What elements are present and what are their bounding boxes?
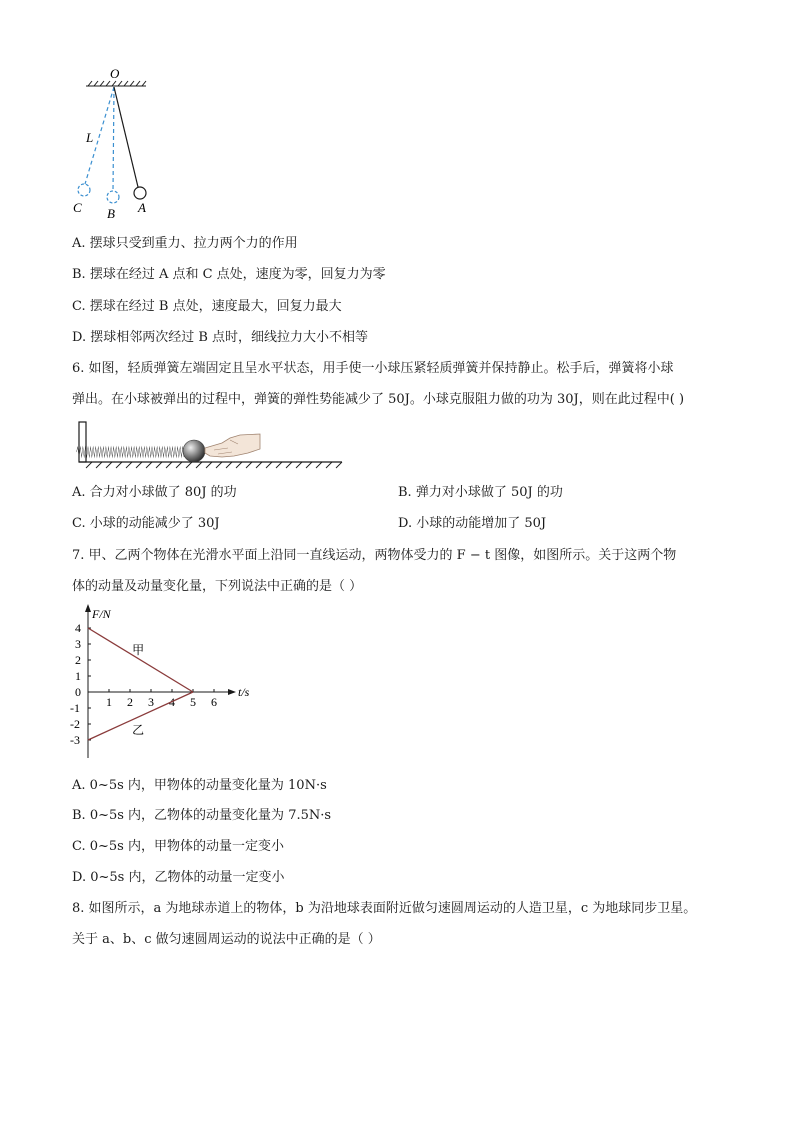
q6-stem-line1: 6. 如图，轻质弹簧左端固定且呈水平状态，用手使一小球压紧轻质弹簧并保持静止。松手后，弹簧将小球 [72,361,674,376]
wall [79,422,86,462]
q7-option-c: C. 0~5s 内，甲物体的动量一定变小 [72,839,284,854]
q7-stem-line2: 体的动量及动量变化量，下列说法中正确的是（ ） [72,579,363,594]
q7-option-d: D. 0~5s 内，乙物体的动量一定变小 [72,870,285,885]
q6-option-a: A. 合力对小球做了 80J 的功 [72,485,237,500]
series-line-1 [88,628,193,692]
spring-figure [72,418,344,470]
label-c: C [73,200,82,215]
x-tick-label: 5 [190,695,196,709]
x-tick-label: 4 [169,695,175,709]
q6-option-d: D. 小球的动能增加了 50J [398,516,547,531]
ball-b [107,191,119,203]
y-tick-label: -3 [70,733,80,747]
spring [76,447,184,457]
force-time-chart [68,604,268,764]
label-a: A [138,200,146,215]
y-tick-label: 0 [75,685,81,699]
floor-hatching [86,462,342,468]
q7-stem-line1: 7. 甲、乙两个物体在光滑水平面上沿同一直线运动，两物体受力的 F − t 图像，如图所示。关于这两个物 [72,548,677,563]
x-tick-label: 3 [148,695,154,709]
y-tick-label: 1 [75,669,81,683]
q8-stem-line1: 8. 如图所示，a 为地球赤道上的物体，b 为沿地球表面附近做匀速圆周运动的人造卫星，c 为地球同步卫星。 [72,901,697,916]
q6-stem-line2: 弹出。在小球被弹出的过程中，弹簧的弹性势能减少了 50J。小球克服阻力做的功为 30J，则在此过程中( ) [72,392,685,407]
y-tick-label: -1 [70,701,80,715]
x-tick-label: 6 [211,695,217,709]
x-tick-label: 2 [127,695,133,709]
label-b: B [107,206,115,221]
label-o: O [110,66,120,81]
q5-option-c: C. 摆球在经过 B 点处，速度最大，回复力最大 [72,299,342,314]
solid-string-a [114,87,138,187]
q5-option-b: B. 摆球在经过 A 点和 C 点处，速度为零，回复力为零 [72,267,386,282]
q7-option-b: B. 0~5s 内，乙物体的动量变化量为 7.5N·s [72,808,332,823]
series-label-2: 乙 [132,723,145,737]
hand [205,434,260,457]
y-tick-label: 3 [75,637,81,651]
x-axis-label: t/s [238,685,250,699]
label-l: L [86,130,94,145]
q6-option-c: C. 小球的动能减少了 30J [72,516,220,531]
y-axis-label: F/N [92,607,111,621]
pendulum-figure [70,62,170,222]
ceiling-hatching [86,81,146,86]
dashed-string-b [113,87,114,191]
series-label-1: 甲 [132,643,145,657]
q6-option-b: B. 弹力对小球做了 50J 的功 [398,485,563,500]
q8-stem-line2: 关于 a、b、c 做匀速圆周运动的说法中正确的是（ ） [72,932,381,947]
q5-option-a: A. 摆球只受到重力、拉力两个力的作用 [72,236,298,251]
ball [183,440,205,462]
q5-option-d: D. 摆球相邻两次经过 B 点时，细线拉力大小不相等 [72,330,369,345]
y-tick-label: 4 [75,621,81,635]
ball-a [134,187,146,199]
x-axis-arrow [228,689,236,695]
x-tick-label: 1 [106,695,112,709]
y-tick-label: 2 [75,653,81,667]
y-tick-label: -2 [70,717,80,731]
y-axis-arrow [85,604,91,612]
ball-c [78,184,90,196]
q7-option-a: A. 0~5s 内，甲物体的动量变化量为 10N·s [72,778,327,793]
